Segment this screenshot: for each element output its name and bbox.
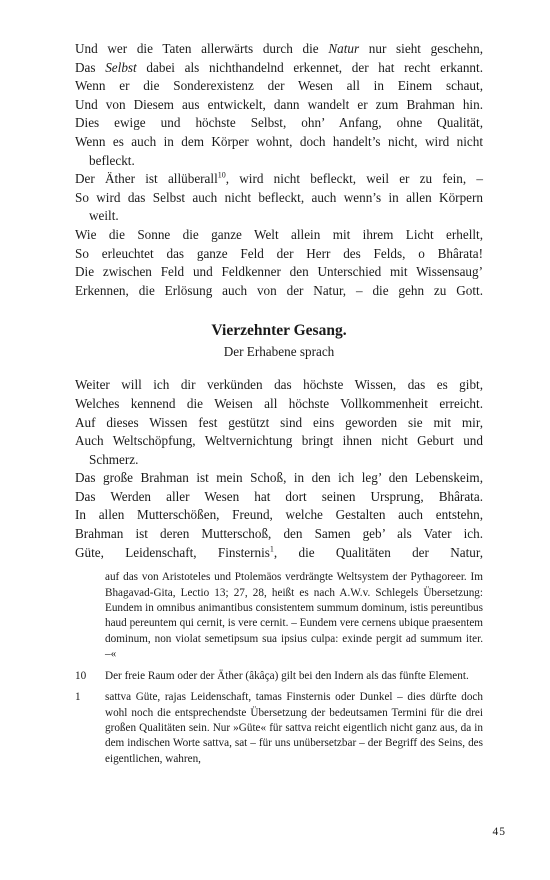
verse-line: Welches kennend die Weisen all höchste Vollkommenheit erreicht. [75,395,483,411]
footnote-number: 10 [75,669,87,682]
verse-line: Und wer die Taten allerwärts durch die Natur nur sieht geschehn, [75,41,483,56]
verse-line: So erleuchtet das ganze Feld der Herr des Felds, o Bhârata! [75,245,483,261]
verse-line-continuation: befleckt. [89,152,135,168]
footnote-ref[interactable]: 10 [217,170,226,180]
verse-block-bottom [75,376,483,562]
verse-line: In allen Mutterschößen, Freund, welche Gestalten auch entstehn, [75,507,483,523]
verse-line: Das Selbst dabei als nichthandelnd erkennet, der hat recht erkannt. [75,59,483,75]
verse-line: Güte, Leidenschaft, Finsternis$^1$, die Qualitäten der Natur, [75,544,484,560]
verse-line: Auch Weltschöpfung, Weltvernichtung bringt ihnen nicht Geburt und [75,433,483,449]
verse-line: Wenn er die Sonderexistenz der Wesen all in Einem schaut, [75,78,483,94]
footnote [75,690,483,767]
verse-block-top [75,40,483,300]
verse-line: Wenn es auch in dem Körper wohnt, doch handelt’s nicht, wird nicht [75,133,483,149]
page-body [75,40,483,773]
verse-line: Weiter will ich dir verkünden das höchste Wissen, das es gibt, [75,377,483,393]
verse-line: Brahman ist deren Mutterschoß, den Samen geb’ als Vater ich. [75,526,483,542]
verse-line: Auf dieses Wissen fest gestützt sind eins geworden sie mit mir, [75,414,483,430]
verse-line: So wird das Selbst auch nicht befleckt, auch wenn’s in allen Körpern [75,189,483,205]
verse-line: Wie die Sonne die ganze Welt allein mit ihrem Licht erhellt, [75,226,483,242]
footnotes [75,570,483,767]
footnote-ref[interactable]: 1 [269,544,274,554]
verse-line: Erkennen, die Erlösung auch von der Natur, – die gehn zu Gott. [75,282,483,298]
footnote [75,669,483,684]
footnote-number: 1 [75,691,81,704]
verse-line-continuation: Schmerz. [89,451,139,467]
page-number: 45 [492,826,506,838]
verse-line: Der Äther ist allüberall$^{10}$, wird nicht befleckt, weil er zu fein, – [75,170,483,187]
footnote-text: Der freie Raum oder der Äther (âkâça) gilt bei den Indern als das fünfte Element. [105,669,469,682]
section-subheading: Der Erhabene sprach [223,344,335,360]
verse-line: Die zwischen Feld und Feldkenner den Unterschied mit Wissensaug’ [75,264,483,280]
verse-line: Das Werden aller Wesen hat dort seinen Ursprung, Bhârata. [75,488,483,504]
verse-line: Das große Brahman ist mein Schoß, in den ich leg’ den Lebenskeim, [75,470,483,486]
verse-line: Und von Diesem aus entwickelt, dann wandelt er zum Brahman hin. [75,96,483,112]
verse-line: Dies ewige und höchste Selbst, ohn’ Anfang, ohne Qualität, [75,115,483,131]
footnote-text: sattva Güte, rajas Leidenschaft, tamas Finsternis oder Dunkel – dies dürfte doch wohl noch die entsprechendste Übersetzung der bedeutsamen Termini für die drei großen Qualitäten sein. Nur »Güte« für sattva reicht eigentlich nicht ganz aus, da in dem indischen Worte sattva, sat – für uns unübersetzbar – der Begriff des Seins, des eigentlichen, wahren, [105,691,483,765]
section-heading: Vierzehnter Gesang. [211,322,347,340]
verse-line-continuation: weilt. [89,208,119,224]
footnote [75,570,483,662]
footnote-number [75,570,105,662]
footnote-text: auf das von Aristoteles und Ptolemäos verdrängte Weltsystem der Pythagoreer. Im Bhagavad-Gita, Lectio 13; 27, 28, heißt es nach A.W.v. Schlegels Übersetzung: Eundem in omnibus animantibus consistentem summum dominum, istis pereuntibus haud pereuntem qui cernit, is vere cernit. – Eundem vere cernens ubique praesentem dominum, non violat semetipsum sua ipsius culpa: exinde pergit ad summum iter. –« [105,571,483,661]
